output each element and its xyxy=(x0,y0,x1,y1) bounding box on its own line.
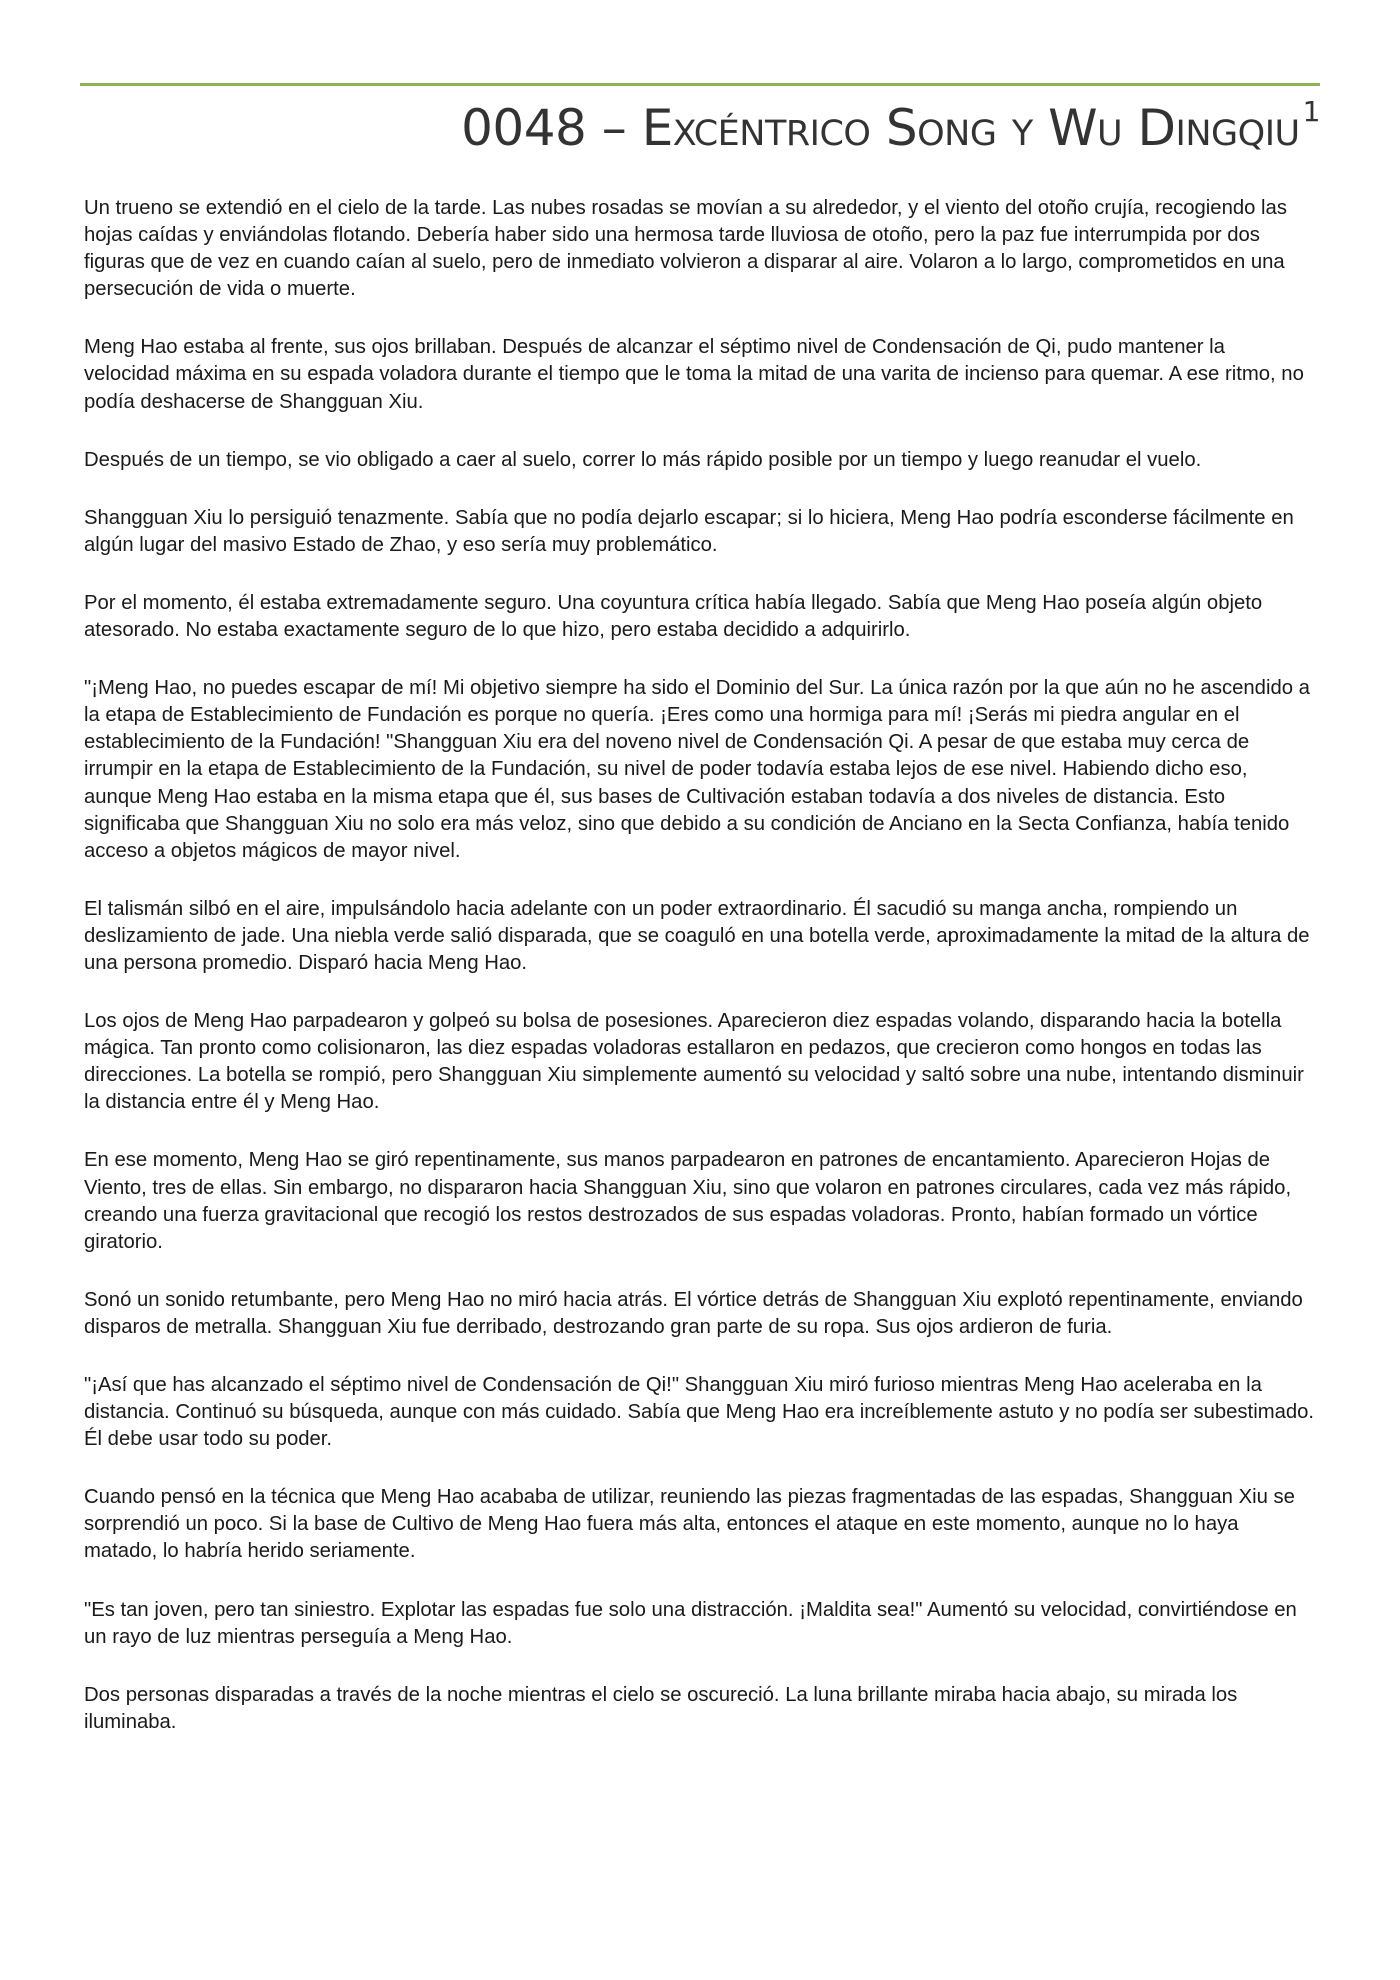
paragraph: En ese momento, Meng Hao se giró repentinamente, sus manos parpadearon en patrones de encantamiento. Aparecieron Hojas de Viento, tres de ellas. Sin embargo, no dispararon hacia Shangguan Xiu, sino que volaron en patrones circulares, cada vez más rápido, creando una fuerza gravitacional que recogió los restos destrozados de sus espadas voladoras. Pronto, habían formado un vórtice giratorio. xyxy=(84,1149,1292,1253)
paragraph: Sonó un sonido retumbante, pero Meng Hao no miró hacia atrás. El vórtice detrás de Shangguan Xiu explotó repentinamente, enviando disparos de metralla. Shangguan Xiu fue derribado, destrozando gran parte de su ropa. Sus ojos ardieron de furia. xyxy=(84,1288,1303,1338)
footnote-ref[interactable]: 1 xyxy=(1302,95,1320,128)
paragraph: Dos personas disparadas a través de la noche mientras el cielo se oscureció. La luna brillante miraba hacia abajo, su mirada los iluminaba. xyxy=(84,1683,1238,1733)
paragraph: Cuando pensó en la técnica que Meng Hao acababa de utilizar, reuniendo las piezas fragmentadas de las espadas, Shangguan Xiu se sorprendió un poco. Si la base de Cultivo de Meng Hao fuera más alta, entonces el ataque en este momento, aunque no lo haya matado, lo habría herido seriamente. xyxy=(84,1486,1295,1563)
document-body xyxy=(84,195,1316,1767)
paragraph: Shangguan Xiu lo persiguió tenazmente. Sabía que no podía dejarlo escapar; si lo hiciera, Meng Hao podría esconderse fácilmente en algún lugar del masivo Estado de Zhao, y eso sería muy problemático. xyxy=(84,506,1294,556)
paragraph: Por el momento, él estaba extremadamente seguro. Una coyuntura crítica había llegado. Sabía que Meng Hao poseía algún objeto atesorado. No estaba exactamente seguro de lo que hizo, pero estaba decidido a adquirirlo. xyxy=(84,591,1263,642)
paragraph: Meng Hao estaba al frente, sus ojos brillaban. Después de alcanzar el séptimo nivel de Condensación de Qi, pudo mantener la velocidad máxima en su espada voladora durante el tiempo que le toma la mitad de una varita de incienso para quemar. A ese ritmo, no podía deshacerse de Shangguan Xiu. xyxy=(84,336,1304,413)
paragraph: "¡Meng Hao, no puedes escapar de mí! Mi objetivo siempre ha sido el Dominio del Sur. La única razón por la que aún no he ascendido a la etapa de Establecimiento de Fundación es porque no quería. ¡Eres como una hormiga para mí! ¡Serás mi piedra angular en el establecimiento de la Fundación! "Shangguan Xiu era del noveno nivel de Condensación Qi. A pesar de que estaba muy cerca de irrumpir en la etapa de Establecimiento de la Fundación, su nivel de poder todavía estaba lejos de ese nivel. Habiendo dicho eso, aunque Meng Hao estaba en la misma etapa que él, sus bases de Cultivación estaban todavía a dos niveles de distancia. Esto significaba que Shangguan Xiu no solo era más veloz, sino que debido a su condición de Anciano en la Secta Confianza, había tenido acceso a objetos mágicos de mayor nivel. xyxy=(84,677,1310,862)
header-rule xyxy=(80,83,1320,86)
chapter-title xyxy=(461,92,1320,164)
title-dash: – xyxy=(601,99,627,157)
chapter-title-text: Excéntrico Song y Wu Dingqiu xyxy=(641,99,1300,157)
paragraph: Un trueno se extendió en el cielo de la tarde. Las nubes rosadas se movían a su alrededor, y el viento del otoño crujía, recogiendo las hojas caídas y enviándolas flotando. Debería haber sido una hermosa tarde lluviosa de otoño, pero la paz fue interrumpida por dos figuras que de vez en cuando caían al suelo, pero de inmediato volvieron a disparar al aire. Volaron a lo largo, comprometidos en una persecución de vida o muerte. xyxy=(84,197,1287,301)
paragraph: El talismán silbó en el aire, impulsándolo hacia adelante con un poder extraordinario. Él sacudió su manga ancha, rompiendo un deslizamiento de jade. Una niebla verde salió disparada, que se coaguló en una botella verde, aproximadamente la mitad de la altura de una persona promedio. Disparó hacia Meng Hao. xyxy=(84,897,1310,974)
paragraph: "Es tan joven, pero tan siniestro. Explotar las espadas fue solo una distracción. ¡Maldita sea!" Aumentó su velocidad, convirtiéndose en un rayo de luz mientras perseguía a Meng Hao. xyxy=(84,1598,1297,1648)
paragraph: Los ojos de Meng Hao parpadearon y golpeó su bolsa de posesiones. Aparecieron diez espadas volando, disparando hacia la botella mágica. Tan pronto como colisionaron, las diez espadas voladoras estallaron en pedazos, que crecieron como hongos en todas las direcciones. La botella se rompió, pero Shangguan Xiu simplemente aumentó su velocidad y saltó sobre una nube, intentando disminuir la distancia entre él y Meng Hao. xyxy=(84,1010,1304,1114)
chapter-number: 0048 xyxy=(461,99,587,157)
paragraph: "¡Así que has alcanzado el séptimo nivel de Condensación de Qi!" Shangguan Xiu miró furioso mientras Meng Hao aceleraba en la distancia. Continuó su búsqueda, aunque con más cuidado. Sabía que Meng Hao era increíblemente astuto y no podía ser subestimado. Él debe usar todo su poder. xyxy=(84,1374,1315,1451)
paragraph: Después de un tiempo, se vio obligado a caer al suelo, correr lo más rápido posible por un tiempo y luego reanudar el vuelo. xyxy=(84,448,1202,471)
